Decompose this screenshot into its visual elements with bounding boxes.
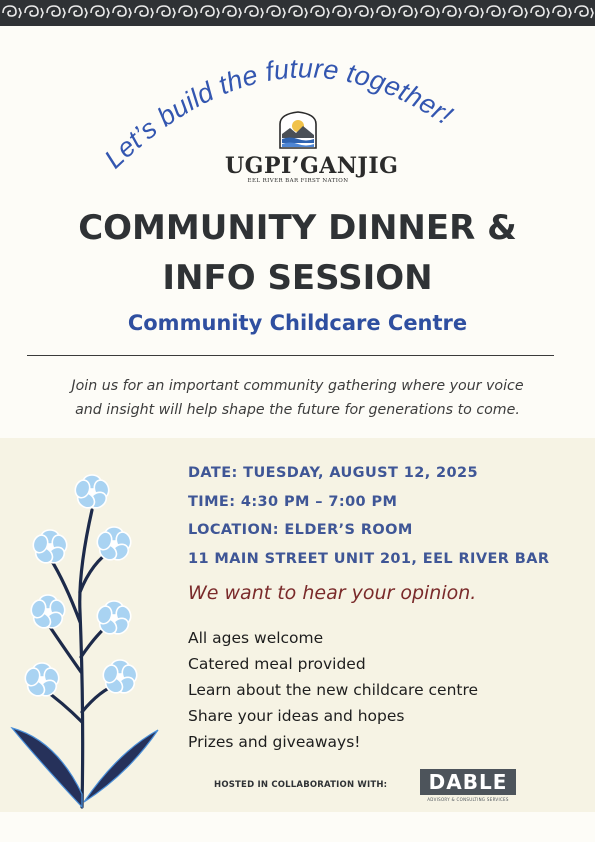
list-item: Prizes and giveaways! [188,733,361,751]
intro-line: Join us for an important community gathering where your voice [71,378,524,394]
list-item: All ages welcome [188,629,324,647]
blossom [23,663,61,699]
partner-tagline: ADVISORY & CONSULTING SERVICES [427,797,509,802]
detail-address: 11 MAIN STREET UNIT 201, EEL RIVER BAR [188,550,550,567]
list-item: Catered meal provided [188,655,366,673]
detail-location: LOCATION: ELDER’S ROOM [188,522,413,538]
nation-emblem-icon [276,110,320,150]
intro-line: and insight will help shape the future for generations to come. [75,402,520,418]
event-details [188,459,549,573]
event-subtitle: Community Childcare Centre [127,311,468,335]
detail-time: TIME: 4:30 PM – 7:00 PM [188,493,398,510]
divider-rule [27,355,554,356]
detail-date: DATE: TUESDAY, AUGUST 12, 2025 [188,465,479,481]
event-title-line1: COMMUNITY DINNER & [78,208,517,248]
blossom [31,530,69,566]
logo-wordmark: UGPI’GANJIG [225,153,399,179]
partner-logo [420,769,516,803]
feature-list [188,625,478,755]
forget-me-not-flower [0,462,175,812]
blossom [73,475,111,511]
bottom-margin [0,812,595,842]
opinion-callout: We want to hear your opinion. [188,582,477,604]
event-title-line2: INFO SESSION [162,258,433,298]
nation-logo [225,110,399,188]
partner-name: DABLE [420,769,516,795]
blossom [29,595,67,631]
logo-subtitle: EEL RIVER BAR FIRST NATION [247,178,349,184]
list-item: Learn about the new childcare centre [188,681,479,699]
tagline-text: Let’s build the future together! [98,53,459,175]
intro-paragraph [30,374,565,422]
list-item: Share your ideas and hopes [188,707,405,725]
hosted-label: HOSTED IN COLLABORATION WITH: [214,780,388,790]
